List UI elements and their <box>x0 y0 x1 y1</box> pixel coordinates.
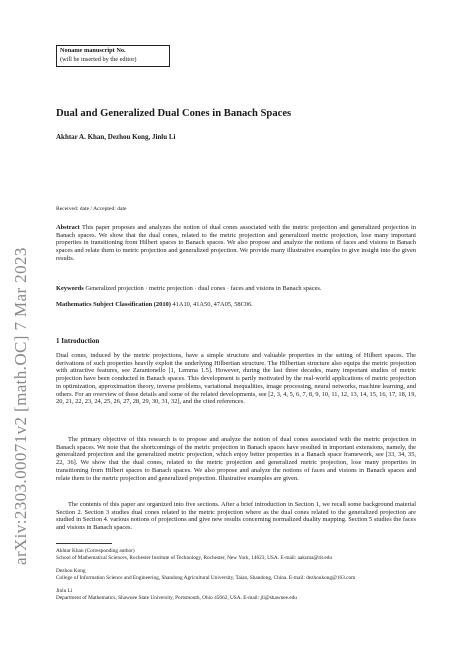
intro-paragraph-3: The contents of this paper are organized into five sections. After a brief introduction in Section 1, we recall some background material Section 2. Section 3 studies dual cones related to the metric projection where as the dual cones related to the generalized projection are studied in Section 4. various notions of projections and give new results concerning normalized duality mapping. Section 5 studies the faces and visions in Banach spaces. <box>56 501 416 532</box>
intro-paragraph-2: The primary objective of this research is to propose and analyze the notion of dual cones associated with the metric projection in Banach spaces. We note that the shortcomings of the metric projection in Banach spaces have resulted in important extensions, namely, the generalized projection and the generalized metric projection, which enjoy better properties in a Banach space framework, see [33, 34, 35, 22, 36]. We show that the dual cones, related to the metric projection and generalized metric projection, lose many properties in transitioning from Hilbert spaces to Banach spaces. We also propose and analyze the notions of faces and visions in Banach spaces and relate them to the metric projection and generalized projection. Illustrative examples are given. <box>56 436 416 482</box>
section-heading: 1 Introduction <box>56 337 100 345</box>
msc-codes: 41A10, 41A50, 47A05, 58C06. <box>172 301 253 308</box>
affiliation-address: Department of Mathematics, Shawnee State University, Portsmouth, Ohio 45662, USA. E-mail: jli@shawnee.edu <box>56 595 297 601</box>
footnote-rule <box>56 543 112 544</box>
subject-classification <box>56 301 416 309</box>
author-list: Akhtar A. Khan, Dezhou Kong, Jinlu Li <box>56 133 176 141</box>
abstract-label: Abstract <box>56 224 80 231</box>
affiliation-name: Jinlu Li <box>56 588 73 594</box>
keywords-label: Keywords <box>56 285 84 292</box>
affiliation <box>56 568 418 582</box>
affiliation-address: College of Information Science and Engineering, Shandong Agricultural University, Taian, Shandong, China. E-mail: dezhoukong@163.com <box>56 575 356 581</box>
paper-title: Dual and Generalized Dual Cones in Banach Spaces <box>56 108 292 119</box>
intro-paragraph-1: Dual cones, induced by the metric projections, have a simple structure and valuable properties in the setting of Hilbert spaces. The derivations of such properties heavily exploit the underlying Hilbertian structure. The Hilbertian structure also equips the metric projection with attractive features, see Zarantonello [1, Lemma 1.5]. However, during the last three decades, many important studies of metric projection have been conducted in Banach spaces. This development is partly motivated by the real-world applications of metric projection in optimization, approximation theory, inverse problems, variational inequalities, image processing, neural networks, machine learning, and others. For an overview of these details and some of the related developments, see [2, 3, 4, 5, 6, 7, 8, 9, 10, 11, 12, 13, 14, 15, 16, 17, 18, 19, 20, 21, 22, 23, 24, 25, 26, 27, 28, 29, 30, 31, 32], and the cited references. <box>56 352 416 406</box>
affiliation-address: School of Mathematical Sciences, Rochester Institute of Technology, Rochester, New York, 14623, USA. E-mail: aaksma@rit.edu <box>56 555 332 561</box>
keywords-text: Generalized projection · metric projection · dual cones · faces and visions in Banach spaces. <box>85 285 322 292</box>
arxiv-stamp: arXiv:2303.00071v2 [math.OC] 7 Mar 2023 <box>11 247 30 565</box>
manuscript-note: (will be inserted by the editor) <box>60 55 137 63</box>
abstract-text: This paper proposes and analyzes the notion of dual cones associated with the metric projection and generalized projection in Banach spaces. We show that the dual cones, related to the metric projection and generalized metric projection, lose many important properties in transitioning from Hilbert spaces to Banach spaces. We also propose and analyze the notions of faces and visions in Banach spaces and relate them to metric projection and generalized projection. We provide many illustrative examples to give insight into the given results. <box>56 224 416 262</box>
received-date: Received: date / Accepted: date <box>56 206 127 212</box>
abstract <box>56 224 416 263</box>
affiliation <box>56 548 418 562</box>
manuscript-number-label: Noname manuscript No. <box>60 47 126 54</box>
keywords <box>56 285 416 293</box>
affiliation <box>56 588 418 602</box>
affiliation-name: Akhtar Khan (Corresponding author) <box>56 548 135 554</box>
msc-label: Mathematics Subject Classification (2010) <box>56 301 171 308</box>
affiliation-name: Dezhou Kong <box>56 568 86 574</box>
manuscript-box <box>56 45 170 67</box>
